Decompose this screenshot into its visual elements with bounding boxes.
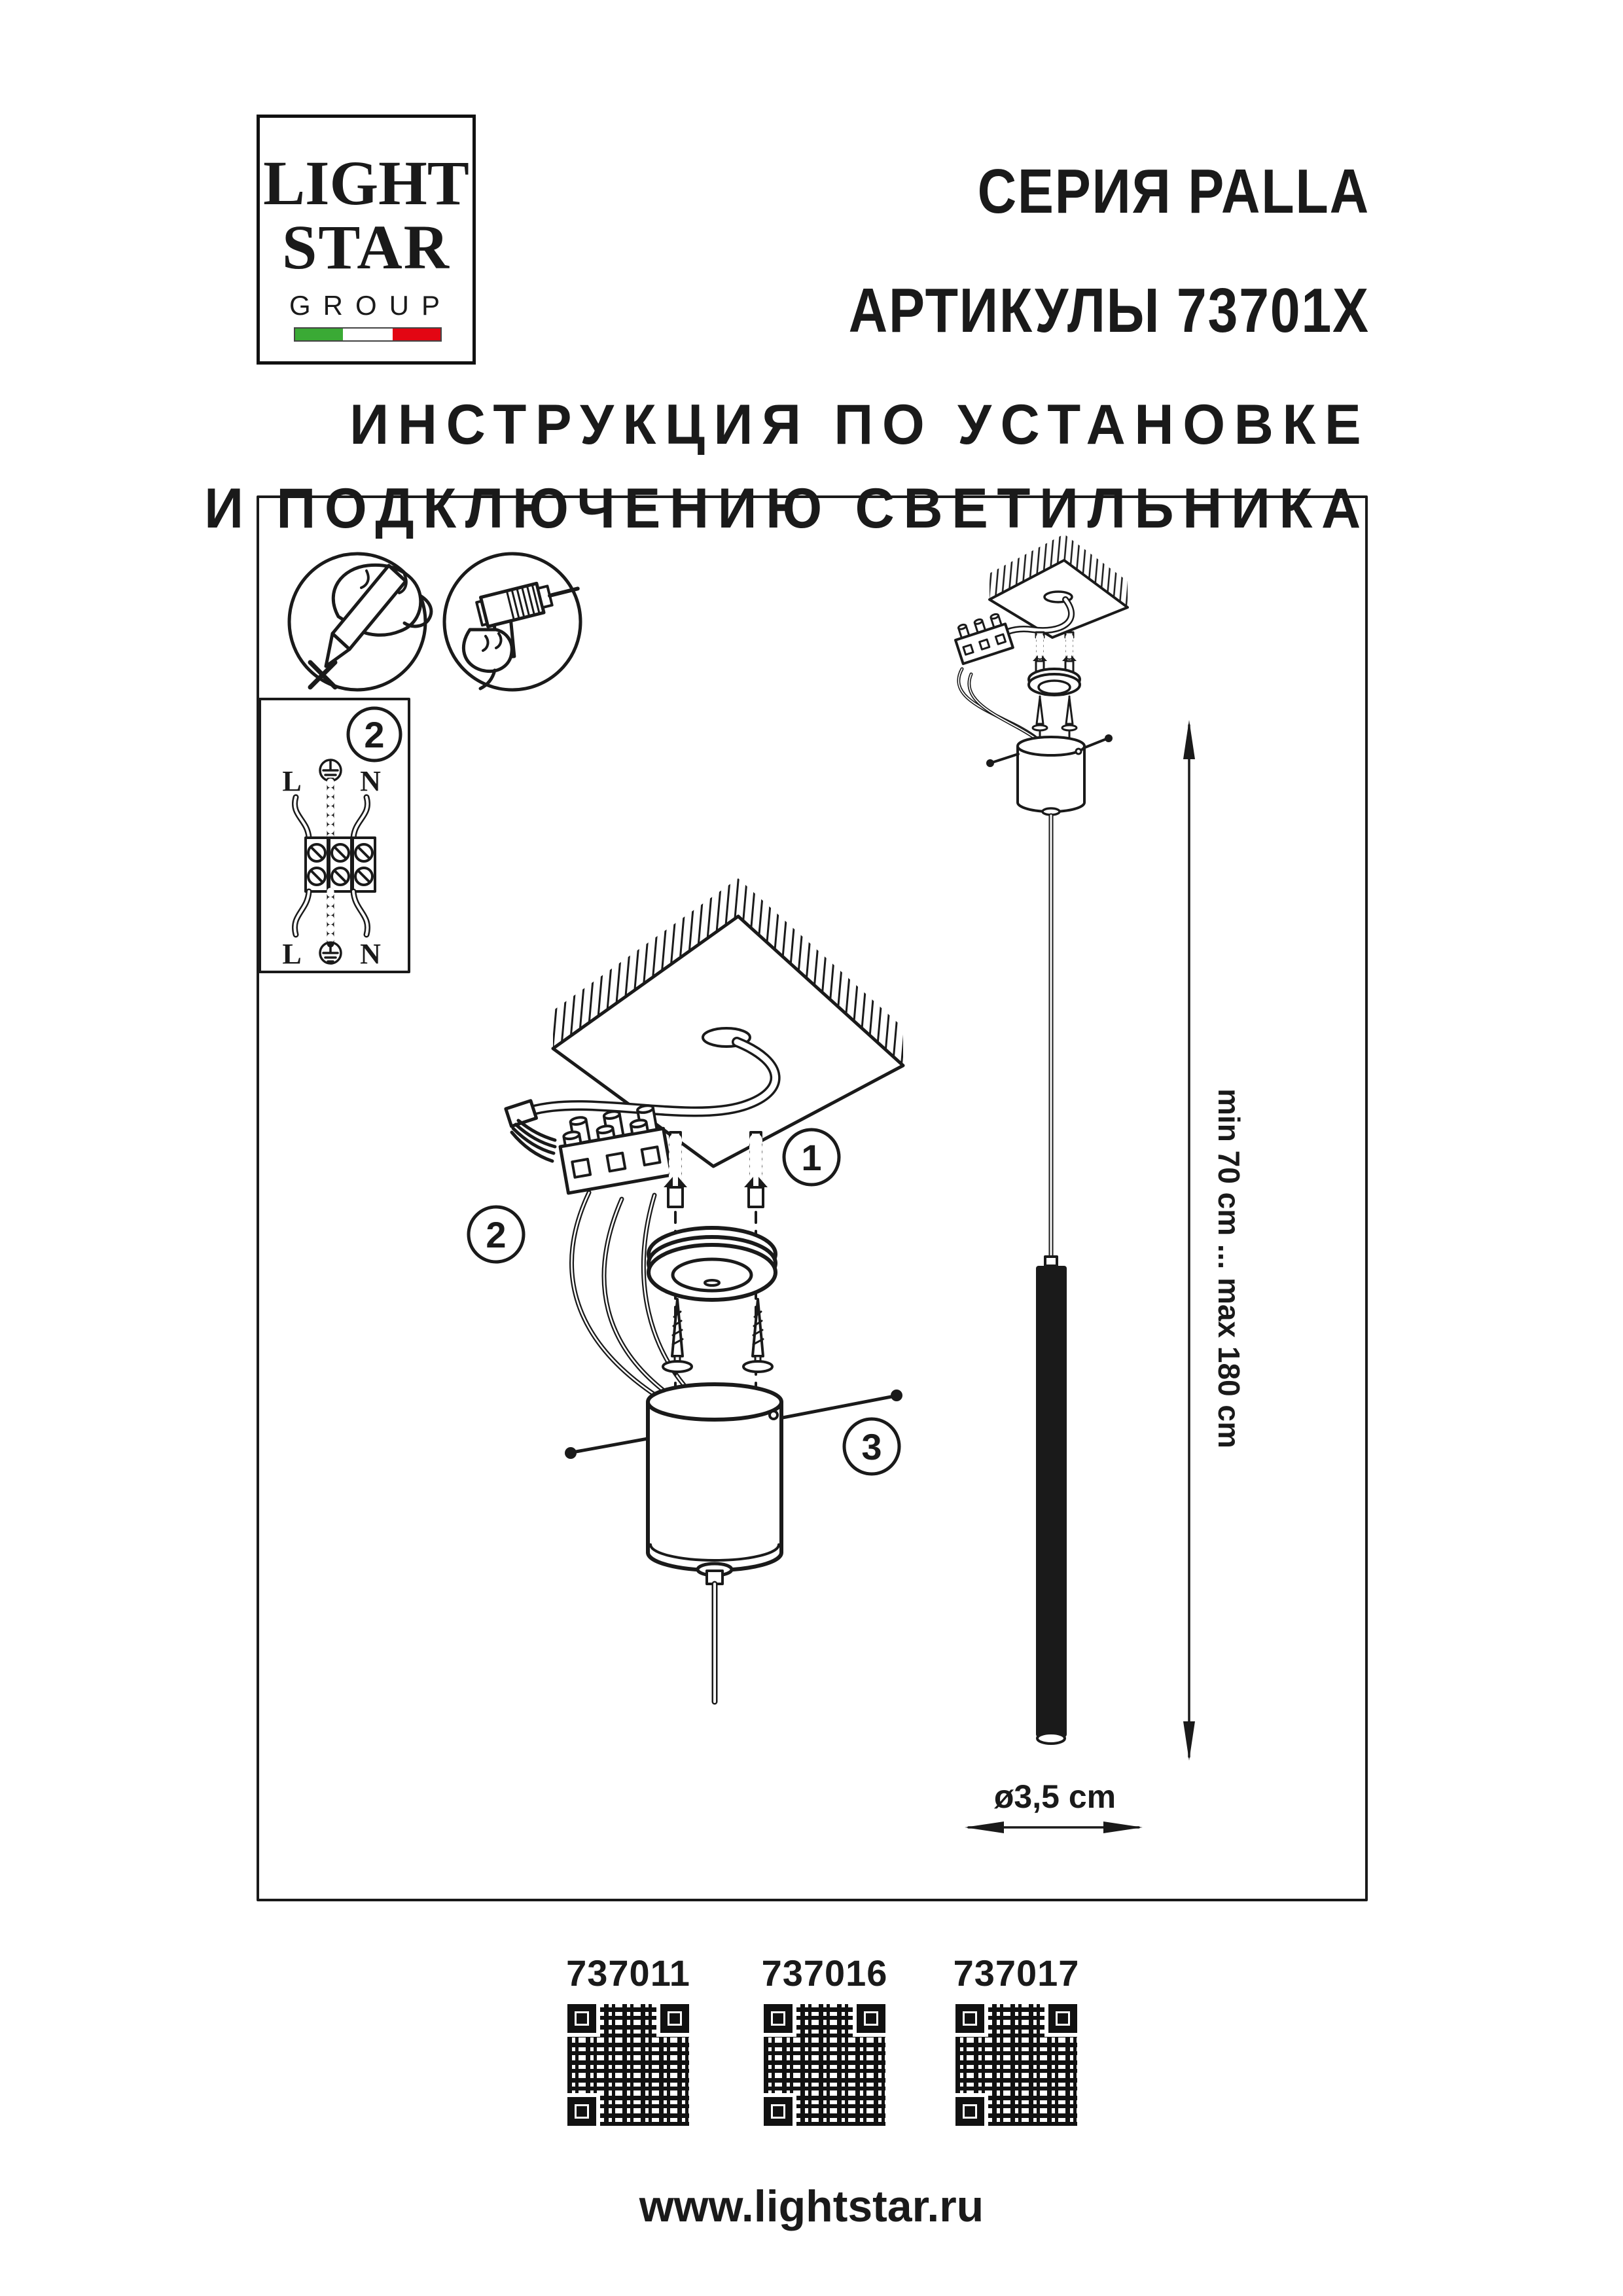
height-dimension <box>1183 720 1246 1761</box>
svg-text:3: 3 <box>861 1426 882 1467</box>
diagram-frame <box>258 497 1366 1900</box>
qr-code-737011 <box>567 2004 689 2126</box>
canopy <box>648 1384 781 1584</box>
terminal-block-front <box>306 838 375 891</box>
height-dimension-label: min 70 cm ... max 180 cm <box>1212 1088 1246 1448</box>
qr-code-737017 <box>955 2004 1077 2126</box>
set-screw-pin <box>783 1390 902 1418</box>
instruction-line-1: ИНСТРУКЦИЯ ПО УСТАНОВКЕ <box>349 393 1370 456</box>
exploded-view <box>469 878 903 1702</box>
diameter-dimension <box>965 1778 1143 1833</box>
italian-flag-icon <box>294 327 442 342</box>
set-screw-pin <box>986 754 1018 767</box>
logo-word-group: GROUP <box>289 290 452 321</box>
svg-text:1: 1 <box>801 1137 822 1178</box>
product-code: 737016 <box>761 1952 888 1994</box>
trim-ring <box>649 1228 776 1300</box>
terminal-block <box>556 1103 671 1193</box>
label-neutral-bottom: N <box>360 938 381 970</box>
installation-diagram <box>257 495 1368 1901</box>
product-code: 737011 <box>566 1952 690 1994</box>
screw <box>743 1299 772 1372</box>
terminal-block <box>952 612 1013 664</box>
svg-text:2: 2 <box>364 714 385 755</box>
articles-title: АРТИКУЛЫ 73701X <box>848 276 1370 346</box>
set-screw-pin <box>565 1439 648 1459</box>
svg-text:2: 2 <box>486 1214 507 1255</box>
pendant-tube <box>1036 1257 1067 1744</box>
wiring-diagram <box>260 699 409 972</box>
label-phase-bottom: L <box>282 938 302 970</box>
qr-code-737016 <box>764 2004 885 2126</box>
website-link[interactable]: www.lightstar.ru <box>639 2181 984 2231</box>
set-screw-pin <box>1085 734 1113 747</box>
lightstar-logo <box>257 115 476 365</box>
trim-ring <box>1029 669 1080 695</box>
drill-icon <box>444 554 590 690</box>
assembled-view <box>952 534 1246 1833</box>
series-title: СЕРИЯ PALLA <box>977 156 1370 226</box>
instruction-line-2: И ПОДКЛЮЧЕНИЮ СВЕТИЛЬНИКА <box>204 477 1370 540</box>
product-code: 737017 <box>953 1952 1080 1994</box>
canopy <box>1018 737 1084 815</box>
label-phase-top: L <box>282 765 302 797</box>
label-neutral-top: N <box>360 765 381 797</box>
screw <box>1033 698 1047 730</box>
pencil-mark-icon <box>289 554 431 690</box>
screw <box>1062 698 1077 730</box>
logo-word-light: LIGHT <box>263 148 469 218</box>
diameter-dimension-label: ø3,5 cm <box>993 1778 1116 1815</box>
logo-word-star: STAR <box>282 212 450 282</box>
